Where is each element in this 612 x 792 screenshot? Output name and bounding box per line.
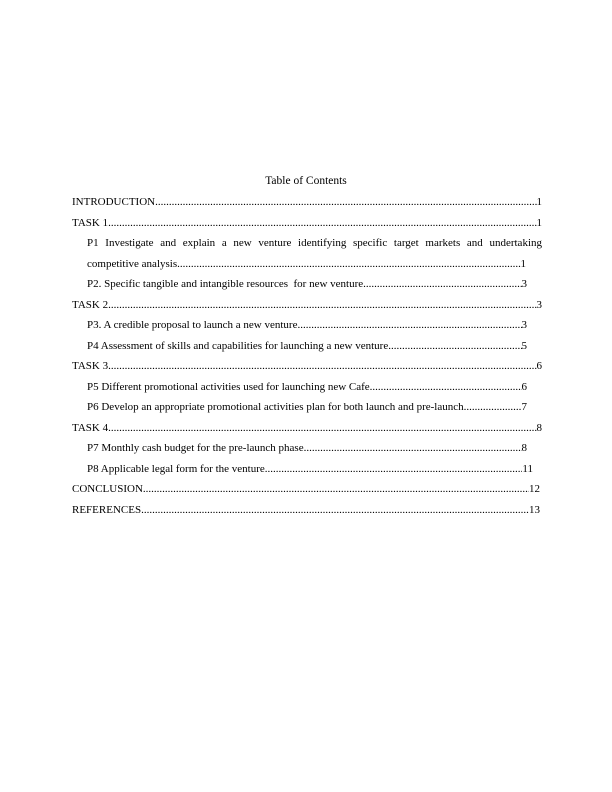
toc-entry-page: 13 xyxy=(529,503,540,516)
toc-entry-p5[interactable] xyxy=(87,377,542,398)
dot-leader xyxy=(464,397,522,418)
dot-leader xyxy=(108,213,536,234)
toc-entry-page: 5 xyxy=(521,339,527,352)
toc-entry-p4[interactable] xyxy=(87,336,542,357)
toc-entry-p6[interactable] xyxy=(87,397,542,418)
toc-entry-label: P5 Different promotional activities used for launching new Cafe xyxy=(87,380,370,393)
toc-entry-page: 8 xyxy=(521,442,527,454)
toc-entry-label: CONCLUSION xyxy=(72,483,143,495)
toc-entry-page: 12 xyxy=(529,483,540,495)
toc-entry-label: TASK 1 xyxy=(72,216,109,229)
toc-entry-label: TASK 2 xyxy=(72,298,109,311)
toc-entry-label: P8 Applicable legal form for the venture xyxy=(87,462,265,475)
toc-entry-label: P3. A credible proposal to launch a new venture xyxy=(87,319,298,331)
toc-title: Table of Contents xyxy=(265,175,347,187)
toc-entry-label-continued: competitive analysis xyxy=(87,257,178,270)
dot-leader xyxy=(141,500,529,521)
toc-entry-p3[interactable] xyxy=(87,315,542,336)
dot-leader xyxy=(108,418,536,439)
toc-entry-references[interactable] xyxy=(72,500,542,521)
toc-entry-page: 8 xyxy=(536,421,542,434)
dot-leader xyxy=(363,274,521,295)
toc-entry-conclusion[interactable] xyxy=(72,479,542,500)
table-of-contents xyxy=(72,192,542,520)
toc-entry-page: 3 xyxy=(521,278,527,290)
dot-leader xyxy=(388,336,521,357)
dot-leader xyxy=(370,377,522,398)
toc-entry-task-1[interactable] xyxy=(72,213,542,234)
toc-entry-page: 3 xyxy=(521,319,527,331)
dot-leader xyxy=(177,254,520,275)
toc-entry-label: REFERENCES xyxy=(72,503,142,516)
toc-entry-label: TASK 3 xyxy=(72,360,109,372)
toc-entry-page: 1 xyxy=(520,257,526,270)
toc-entry-page: 6 xyxy=(536,360,542,372)
toc-entry-task-2[interactable] xyxy=(72,295,542,316)
toc-entry-label: P4 Assessment of skills and capabilities for launching a new venture xyxy=(87,339,389,352)
toc-entry-p7[interactable] xyxy=(87,438,542,459)
toc-entry-page: 11 xyxy=(522,462,533,475)
toc-entry-label: P1 Investigate and explain a new venture identifying specific target markets and undertaking xyxy=(87,237,542,249)
toc-entry-label: P6 Develop an appropriate promotional activities plan for both launch and pre-launch xyxy=(87,401,464,413)
dot-leader xyxy=(155,192,536,213)
toc-entry-p2[interactable] xyxy=(87,274,542,295)
dot-leader xyxy=(297,315,521,336)
toc-entry-label: TASK 4 xyxy=(72,421,109,434)
toc-entry-p1[interactable] xyxy=(87,233,542,274)
toc-entry-introduction[interactable] xyxy=(72,192,542,213)
dot-leader xyxy=(143,479,529,500)
toc-entry-label: INTRODUCTION xyxy=(72,196,156,208)
toc-entry-p8[interactable] xyxy=(87,459,542,480)
toc-entry-page: 1 xyxy=(536,196,542,208)
dot-leader xyxy=(108,295,536,316)
toc-entry-task-4[interactable] xyxy=(72,418,542,439)
toc-entry-page: 3 xyxy=(536,298,542,311)
dot-leader xyxy=(304,438,522,459)
toc-entry-page: 7 xyxy=(521,401,527,413)
toc-entry-task-3[interactable] xyxy=(72,356,542,377)
dot-leader xyxy=(108,356,536,377)
toc-entry-label: P2. Specific tangible and intangible resources for new venture xyxy=(87,278,364,290)
toc-entry-label: P7 Monthly cash budget for the pre-launch phase xyxy=(87,442,304,454)
dot-leader xyxy=(265,459,523,480)
toc-entry-page: 6 xyxy=(521,380,527,393)
toc-entry-page: 1 xyxy=(536,216,542,229)
